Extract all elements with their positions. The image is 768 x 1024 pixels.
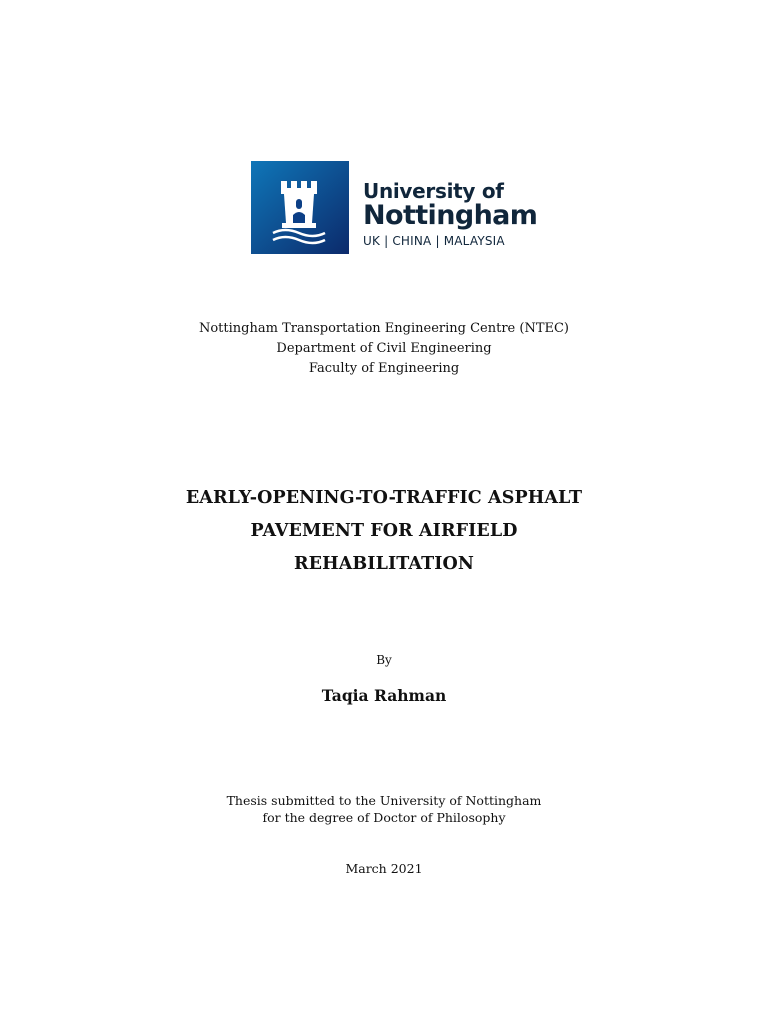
submission-line: Thesis submitted to the University of Nottingham (226, 793, 542, 808)
title-line: PAVEMENT FOR AIRFIELD (250, 521, 518, 541)
affiliation-centre: Nottingham Transportation Engineering Centre (NTEC) (198, 321, 570, 336)
logo-wordmark (363, 179, 538, 248)
title-line: REHABILITATION (294, 554, 474, 574)
affiliation-department: Department of Civil Engineering (276, 341, 492, 356)
castle-crest-icon (251, 161, 349, 254)
title-line: EARLY-OPENING-TO-TRAFFIC ASPHALT (185, 488, 583, 508)
logo-line-nottingham: Nottingham (363, 200, 538, 231)
affiliation-faculty: Faculty of Engineering (308, 361, 460, 376)
thesis-title (0, 482, 768, 581)
logo-line-campuses: UK | CHINA | MALAYSIA (363, 234, 505, 248)
logo-line-university: University of (363, 179, 504, 203)
submission-date: March 2021 (345, 861, 423, 876)
university-logo (251, 161, 538, 254)
by-label: By (376, 653, 392, 667)
author-name: Taqia Rahman (321, 686, 447, 705)
submission-statement (0, 792, 768, 826)
affiliation-block (0, 319, 768, 379)
submission-line: for the degree of Doctor of Philosophy (262, 810, 506, 825)
